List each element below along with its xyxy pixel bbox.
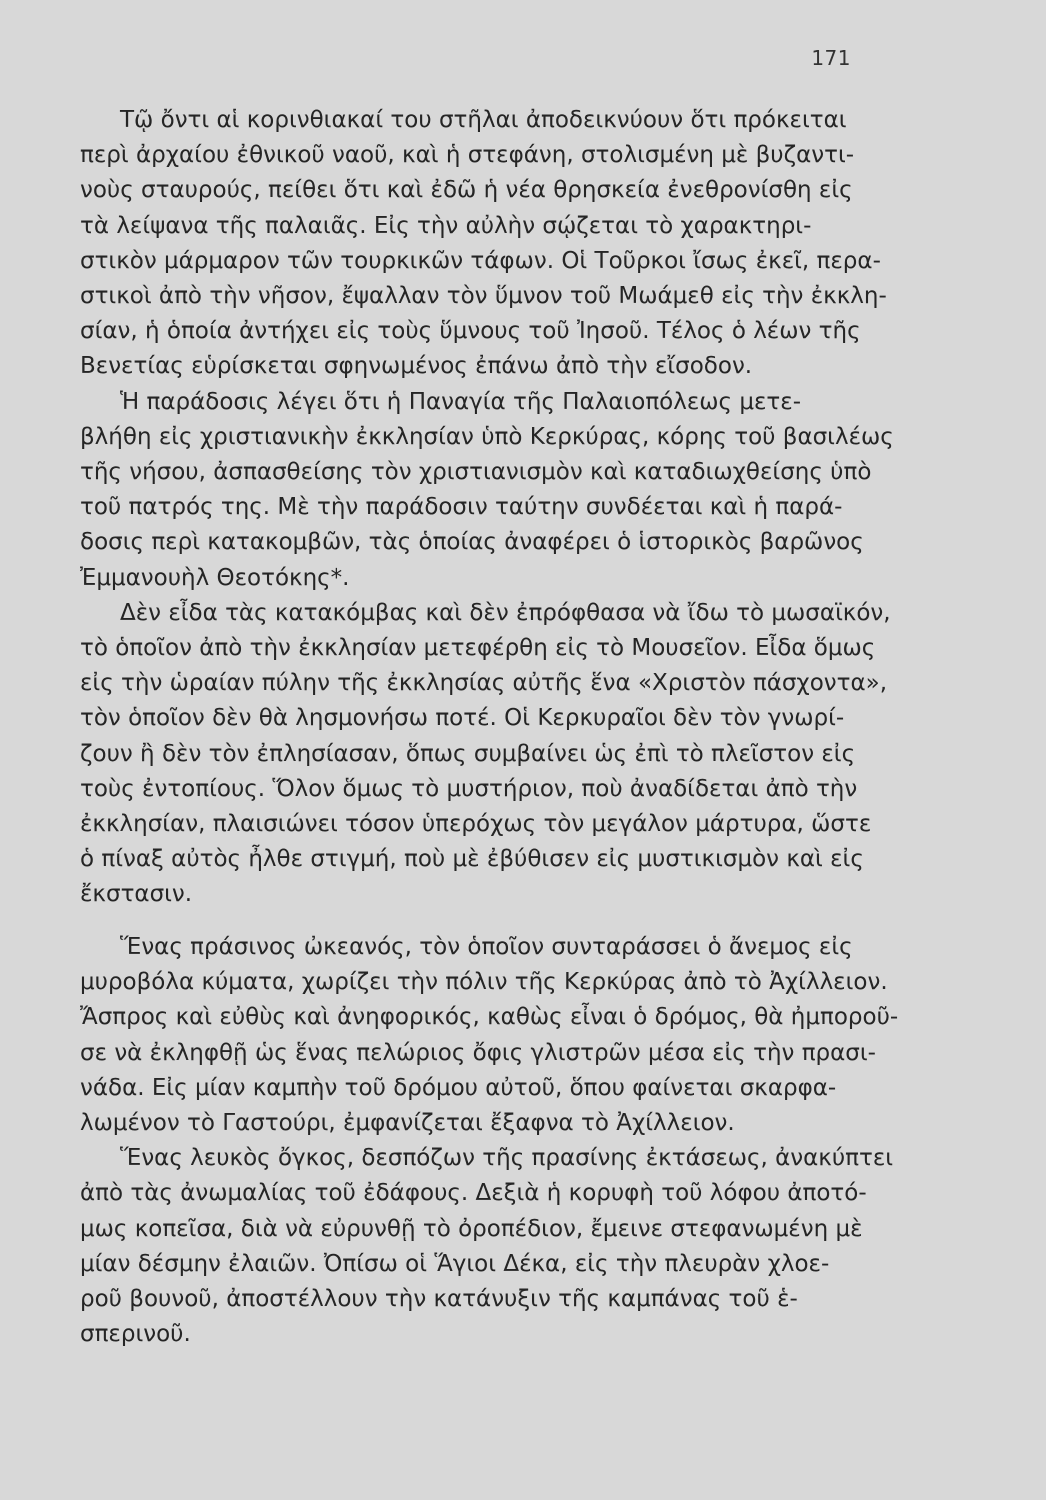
- text-line: Ἐμμανουὴλ Θεοτόκης*.: [80, 564, 350, 591]
- text-line: δοσις περὶ κατακομβῶν, τὰς ὁποίας ἀναφέρει ὁ ἱστορικὸς βαρῶνος: [80, 529, 864, 556]
- text-line: μυροβόλα κύματα, χωρίζει τὴν πόλιν τῆς Κερκύρας ἀπὸ τὸ Ἀχίλλειον.: [80, 969, 888, 996]
- text-line: Βενετίας εὑρίσκεται σφηνωμένος ἐπάνω ἀπὸ τὴν εἴσοδον.: [80, 353, 753, 380]
- text-line: βλήθη εἰς χριστιανικὴν ἐκκλησίαν ὑπὸ Κερκύρας, κόρης τοῦ βασιλέως: [80, 423, 894, 450]
- text-line: Ἡ παράδοσις λέγει ὅτι ἡ Παναγία τῆς Παλαιοπόλεως μετε-: [120, 388, 802, 415]
- page-number: 171: [811, 46, 851, 70]
- text-line: νάδα. Εἰς μίαν καμπὴν τοῦ δρόμου αὐτοῦ, ὅπου φαίνεται σκαρφα-: [80, 1074, 837, 1101]
- text-line: τοῦ πατρός της. Μὲ τὴν παράδοσιν ταύτην συνδέεται καὶ ἡ παρά-: [80, 494, 843, 521]
- text-line: ἐκκλησίαν, πλαισιώνει τόσον ὑπερόχως τὸν μεγάλον μάρτυρα, ὥστε: [80, 811, 872, 838]
- text-line: στικὸν μάρμαρον τῶν τουρκικῶν τάφων. Οἱ Τοῦρκοι ἴσως ἐκεῖ, περα-: [80, 247, 881, 274]
- text-line: ροῦ βουνοῦ, ἀποστέλλουν τὴν κατάνυξιν τῆς καμπάνας τοῦ ἑ-: [80, 1286, 798, 1313]
- text-line: σε νὰ ἐκληφθῇ ὡς ἕνας πελώριος ὄφις γλιστρῶν μέσα εἰς τὴν πρασι-: [80, 1039, 876, 1066]
- text-line: λωμένον τὸ Γαστούρι, ἐμφανίζεται ἔξαφνα τὸ Ἀχίλλειον.: [80, 1110, 735, 1137]
- text-line: μως κοπεῖσα, διὰ νὰ εὐρυνθῇ τὸ ὀροπέδιον, ἔμεινε στεφανωμένη μὲ: [80, 1215, 863, 1242]
- text-line: τῆς νήσου, ἀσπασθείσης τὸν χριστιανισμὸν καὶ καταδιωχθείσης ὑπὸ: [80, 459, 872, 486]
- text-line: σίαν, ἡ ὁποία ἀντήχει εἰς τοὺς ὕμνους τοῦ Ἰησοῦ. Τέλος ὁ λέων τῆς: [80, 318, 861, 345]
- text-line: περὶ ἀρχαίου ἐθνικοῦ ναοῦ, καὶ ἡ στεφάνη, στολισμένη μὲ βυζαντι-: [80, 142, 855, 169]
- text-line: νοὺς σταυρούς, πείθει ὅτι καὶ ἐδῶ ἡ νέα θρησκεία ἐνεθρονίσθη εἰς: [80, 177, 853, 204]
- text-line: ζουν ἢ δὲν τὸν ἐπλησίασαν, ὅπως συμβαίνει ὡς ἐπὶ τὸ πλεῖστον εἰς: [80, 740, 856, 767]
- text-line: τὰ λείψανα τῆς παλαιᾶς. Εἰς τὴν αὐλὴν σῴζεται τὸ χαρακτηρι-: [80, 212, 812, 239]
- text-line: τοὺς ἐντοπίους. Ὅλον ὅμως τὸ μυστήριον, ποὺ ἀναδίδεται ἀπὸ τὴν: [80, 775, 858, 802]
- text-line: Ἕνας λευκὸς ὄγκος, δεσπόζων τῆς πρασίνης ἐκτάσεως, ἀνακύπτει: [120, 1145, 894, 1172]
- text-line: εἰς τὴν ὡραίαν πύλην τῆς ἐκκλησίας αὐτῆς ἕνα «Χριστὸν πάσχοντα»,: [80, 670, 888, 697]
- text-line: σπερινοῦ.: [80, 1321, 191, 1348]
- text-line: τὸ ὁποῖον ἀπὸ τὴν ἐκκλησίαν μετεφέρθη εἰς τὸ Μουσεῖον. Εἶδα ὅμως: [80, 635, 876, 662]
- text-line: Τῷ ὄντι αἱ κορινθιακαί του στῆλαι ἀποδεικνύουν ὅτι πρόκειται: [120, 107, 847, 133]
- text-line: Δὲν εἶδα τὰς κατακόμβας καὶ δὲν ἐπρόφθασα νὰ ἴδω τὸ μωσαϊκόν,: [120, 599, 891, 626]
- text-line: στικοὶ ἀπὸ τὴν νῆσον, ἔψαλλαν τὸν ὕμνον τοῦ Μωάμεθ εἰς τὴν ἐκκλη-: [80, 283, 887, 310]
- text-line: μίαν δέσμην ἐλαιῶν. Ὀπίσω οἱ Ἅγιοι Δέκα, εἰς τὴν πλευρὰν χλοε-: [80, 1250, 830, 1277]
- text-line: ὁ πίναξ αὐτὸς ἦλθε στιγμή, ποὺ μὲ ἐβύθισεν εἰς μυστικισμὸν καὶ εἰς: [80, 846, 864, 873]
- text-line: ἀπὸ τὰς ἀνωμαλίας τοῦ ἐδάφους. Δεξιὰ ἡ κορυφὴ τοῦ λόφου ἀποτό-: [80, 1180, 867, 1207]
- text-line: ἔκστασιν.: [80, 881, 193, 908]
- text-line: Ἕνας πράσινος ὠκεανός, τὸν ὁποῖον συνταράσσει ὁ ἄνεμος εἰς: [120, 934, 853, 960]
- text-line: Ἄσπρος καὶ εὐθὺς καὶ ἀνηφορικός, καθὼς εἶναι ὁ δρόμος, θὰ ἠμποροῦ-: [80, 1004, 899, 1031]
- text-block-achilleion: [80, 930, 920, 1352]
- text-block-church: [80, 103, 920, 913]
- text-line: τὸν ὁποῖον δὲν θὰ λησμονήσω ποτέ. Οἱ Κερκυραῖοι δὲν τὸν γνωρί-: [80, 705, 845, 732]
